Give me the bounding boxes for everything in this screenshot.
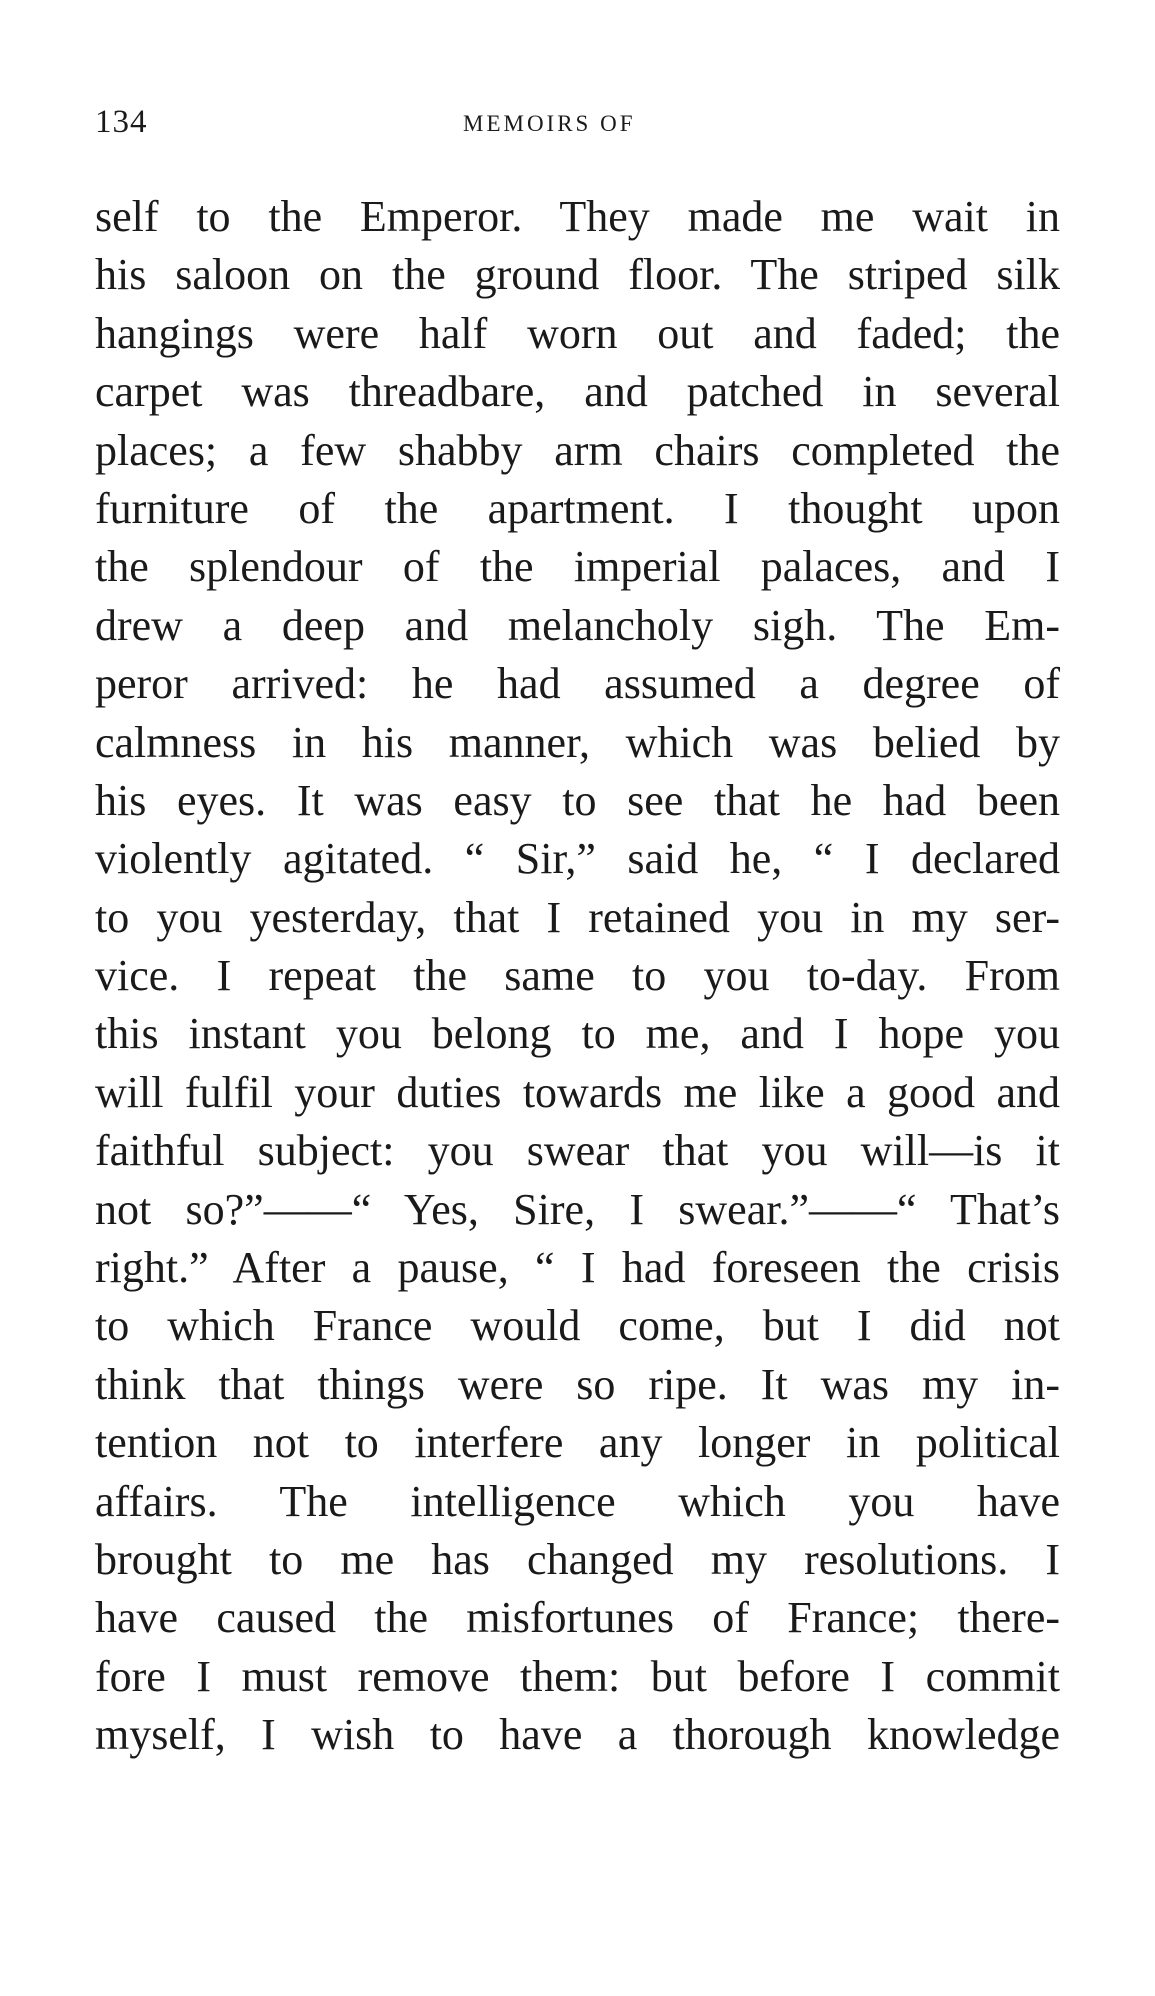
text-line: right.” After a pause, “ I had foreseen the crisis	[95, 1243, 1060, 1293]
text-line: vice. I repeat the same to you to-day. From	[95, 951, 1060, 1001]
text-line: have caused the misfortunes of France; there-	[95, 1593, 1060, 1643]
text-line: affairs. The intelligence which you have	[95, 1476, 1060, 1526]
text-line: drew a deep and melancholy sigh. The Em-	[95, 600, 1060, 650]
page-number: 134	[95, 104, 148, 140]
text-line: this instant you belong to me, and I hope you	[95, 1009, 1060, 1059]
text-line: to which France would come, but I did not	[95, 1301, 1060, 1351]
text-line: faithful subject: you swear that you will—is it	[95, 1126, 1060, 1176]
running-title: MEMOIRS OF	[463, 111, 636, 136]
text-line: self to the Emperor. They made me wait in	[95, 192, 1060, 241]
text-line: brought to me has changed my resolutions. I	[95, 1534, 1060, 1584]
body-text	[95, 188, 1065, 1765]
text-line: myself, I wish to have a thorough knowledge	[95, 1710, 1060, 1760]
text-line: the splendour of the imperial palaces, and I	[95, 542, 1060, 592]
text-line: fore I must remove them: but before I commit	[95, 1651, 1060, 1701]
text-line: hangings were half worn out and faded; the	[95, 308, 1060, 358]
text-line: will fulfil your duties towards me like a good and	[95, 1067, 1060, 1117]
running-head	[95, 102, 1055, 142]
text-line: violently agitated. “ Sir,” said he, “ I declared	[95, 834, 1060, 884]
text-line: not so?”——“ Yes, Sire, I swear.”——“ That’s	[95, 1184, 1060, 1234]
text-line: furniture of the apartment. I thought upon	[95, 483, 1060, 533]
text-line: calmness in his manner, which was belied by	[95, 717, 1060, 767]
text-line: to you yesterday, that I retained you in my ser-	[95, 892, 1060, 942]
text-line: tention not to interfere any longer in political	[95, 1418, 1060, 1468]
text-line: his eyes. It was easy to see that he had been	[95, 775, 1060, 825]
text-line: peror arrived: he had assumed a degree of	[95, 659, 1060, 709]
text-line: carpet was threadbare, and patched in several	[95, 367, 1060, 417]
text-line: think that things were so ripe. It was my in-	[95, 1359, 1060, 1409]
text-line: his saloon on the ground floor. The striped silk	[95, 250, 1060, 300]
text-line: places; a few shabby arm chairs completed the	[95, 425, 1060, 475]
